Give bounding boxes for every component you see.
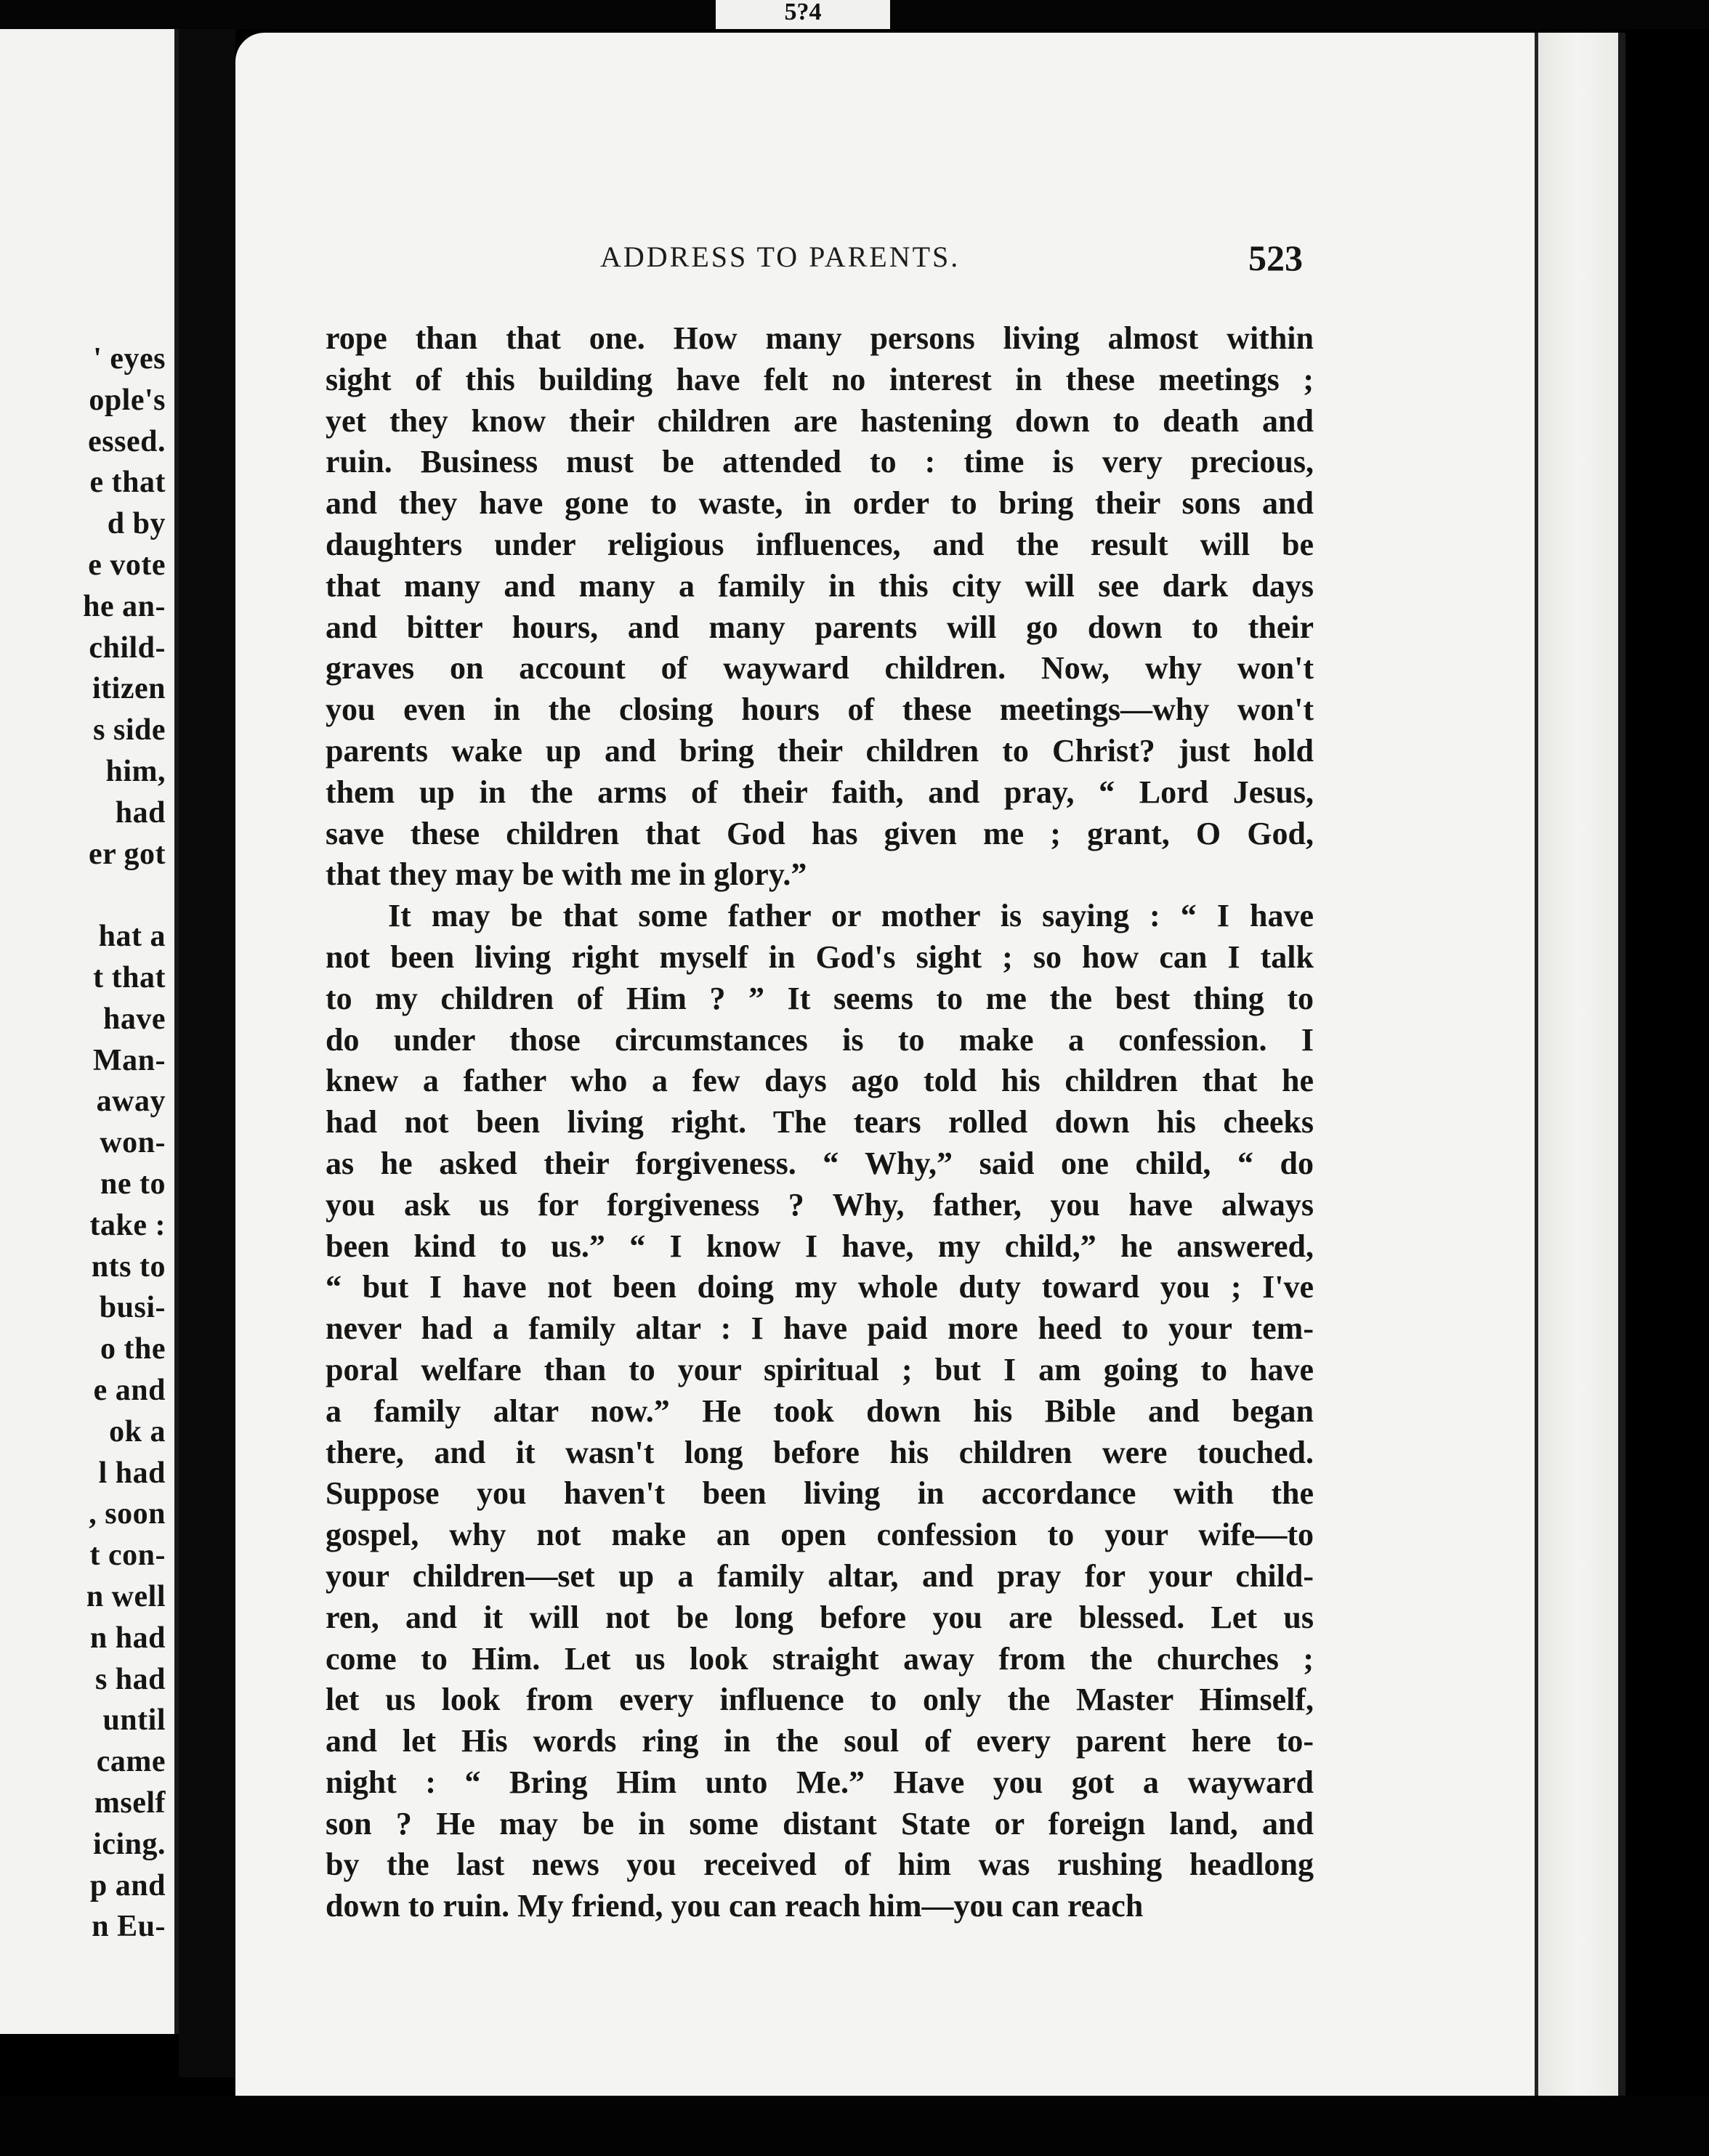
left-page-fragment: hat a: [98, 920, 166, 954]
left-page-fragment: icing.: [93, 1827, 166, 1861]
text-line: daughters under religious influences, and the result will be: [326, 526, 1314, 562]
left-page-fragment: Man-: [93, 1043, 166, 1077]
text-line: ruin. Business must be attended to : time is very precious,: [326, 444, 1314, 480]
text-line: never had a family altar : I have paid more heed to your tem-: [326, 1310, 1314, 1347]
text-line: do under those circumstances is to make a confession. I: [326, 1021, 1314, 1058]
left-page-fragment: itizen: [92, 672, 166, 706]
left-page-fragment: , soon: [89, 1497, 166, 1531]
left-page-fragment: have: [103, 1002, 166, 1036]
text-line: there, and it wasn't long before his children were touched.: [326, 1434, 1314, 1470]
page-edge: [1535, 33, 1625, 2118]
text-line: knew a father who a few days ago told his children that he: [326, 1063, 1314, 1099]
left-page-fragment: e and: [93, 1374, 166, 1407]
text-line: sight of this building have felt no interest in these meetings ;: [326, 361, 1314, 397]
left-page-fragment: ' eyes: [93, 342, 166, 376]
left-facing-page: [0, 29, 179, 2034]
left-page-fragment: until: [102, 1703, 166, 1738]
left-page-fragment: came: [96, 1745, 166, 1779]
text-line: down to ruin. My friend, you can reach him—you can reach: [326, 1888, 1144, 1924]
left-page-fragment: s had: [94, 1662, 166, 1696]
left-page-fragment: n Eu-: [92, 1910, 166, 1944]
text-line: parents wake up and bring their children to Christ? just hold: [326, 732, 1314, 769]
text-line: been kind to us.” “ I know I have, my child,” he answered,: [326, 1228, 1314, 1264]
text-line: you ask us for forgiveness ? Why, father, you have always: [326, 1186, 1314, 1223]
text-line: gospel, why not make an open confession to your wife—to: [326, 1517, 1314, 1553]
text-line: save these children that God has given me ; grant, O God,: [326, 815, 1314, 851]
left-page-fragment: mself: [94, 1786, 166, 1820]
left-page-fragment: ne to: [100, 1167, 166, 1201]
text-line: “ but I have not been doing my whole duty toward you ; I've: [326, 1269, 1314, 1305]
page-tab-label: 5?4: [716, 0, 890, 29]
left-page-fragment: p and: [89, 1868, 166, 1902]
text-line: as he asked their forgiveness. “ Why,” said one child, “ do: [326, 1145, 1314, 1181]
left-page-fragment: ok a: [109, 1414, 166, 1448]
left-page-fragment: busi-: [99, 1291, 166, 1325]
text-line: son ? He may be in some distant State or foreign land, and: [326, 1805, 1314, 1841]
text-line: that many and many a family in this city will see dark days: [326, 567, 1314, 604]
text-line: and let His words ring in the soul of every parent here to-: [326, 1723, 1314, 1759]
running-head: ADDRESS TO PARENTS.: [600, 240, 961, 273]
left-page-fragment: nts to: [91, 1249, 166, 1284]
page-number: 523: [1248, 238, 1303, 278]
text-line: that they may be with me in glory.”: [326, 856, 807, 893]
left-page-fragment: him,: [105, 755, 166, 788]
left-page-fragment: t that: [93, 961, 166, 994]
left-page-fragment: child-: [89, 631, 166, 665]
text-line: ren, and it will not be long before you are blessed. Let us: [326, 1599, 1314, 1635]
left-page-fragment: n had: [89, 1621, 166, 1655]
text-line: you even in the closing hours of these meetings—why won't: [326, 692, 1314, 728]
text-line: to my children of Him ? ” It seems to me the best thing to: [326, 980, 1314, 1016]
body-text: [326, 318, 1314, 1927]
text-line: not been living right myself in God's sight ; so how can I talk: [326, 939, 1314, 975]
book-gutter: [179, 29, 235, 2078]
text-line: by the last news you received of him was rushing headlong: [326, 1847, 1314, 1883]
left-page-fragment: take :: [89, 1208, 166, 1242]
text-line: yet they know their children are hastening down to death and: [326, 402, 1314, 439]
left-page-fragment: er got: [88, 837, 166, 871]
left-page-fragment: won-: [100, 1126, 166, 1160]
left-page-fragment: o the: [100, 1332, 166, 1366]
left-page-fragment: essed.: [88, 424, 166, 458]
left-page-fragment: had: [115, 795, 166, 830]
text-line: had not been living right. The tears rolled down his cheeks: [326, 1104, 1314, 1140]
text-line: come to Him. Let us look straight away from the churches ;: [326, 1640, 1314, 1677]
left-page-fragment: e vote: [88, 548, 166, 582]
text-line: Suppose you haven't been living in accordance with the: [326, 1475, 1314, 1512]
text-line: rope than that one. How many persons living almost within: [326, 320, 1314, 356]
left-page-fragment: t con-: [89, 1539, 166, 1573]
text-line: night : “ Bring Him unto Me.” Have you got a wayward: [326, 1764, 1314, 1800]
bottom-border: [0, 2096, 1709, 2156]
text-line: poral welfare than to your spiritual ; but I am going to have: [326, 1351, 1314, 1387]
left-page-fragment: he an-: [83, 589, 166, 623]
left-page-fragment: e that: [89, 466, 166, 500]
left-page-fragment: l had: [98, 1456, 166, 1490]
text-line: let us look from every influence to only the Master Himself,: [326, 1682, 1314, 1718]
text-line: graves on account of wayward children. Now, why won't: [326, 650, 1314, 686]
text-line: them up in the arms of their faith, and pray, “ Lord Jesus,: [326, 774, 1314, 810]
left-page-fragment: n well: [86, 1580, 166, 1613]
text-line: and they have gone to waste, in order to bring their sons and: [326, 485, 1314, 522]
left-page-fragment: away: [96, 1085, 166, 1119]
text-line: a family altar now.” He took down his Bible and began: [326, 1393, 1314, 1429]
left-page-fragment: ople's: [89, 383, 166, 417]
left-page-fragment: d by: [107, 507, 166, 541]
text-line: It may be that some father or mother is saying : “ I have: [388, 898, 1314, 934]
left-page-fragment: s side: [93, 713, 166, 747]
text-line: and bitter hours, and many parents will go down to their: [326, 609, 1314, 645]
text-line: your children—set up a family altar, and pray for your child-: [326, 1557, 1314, 1594]
